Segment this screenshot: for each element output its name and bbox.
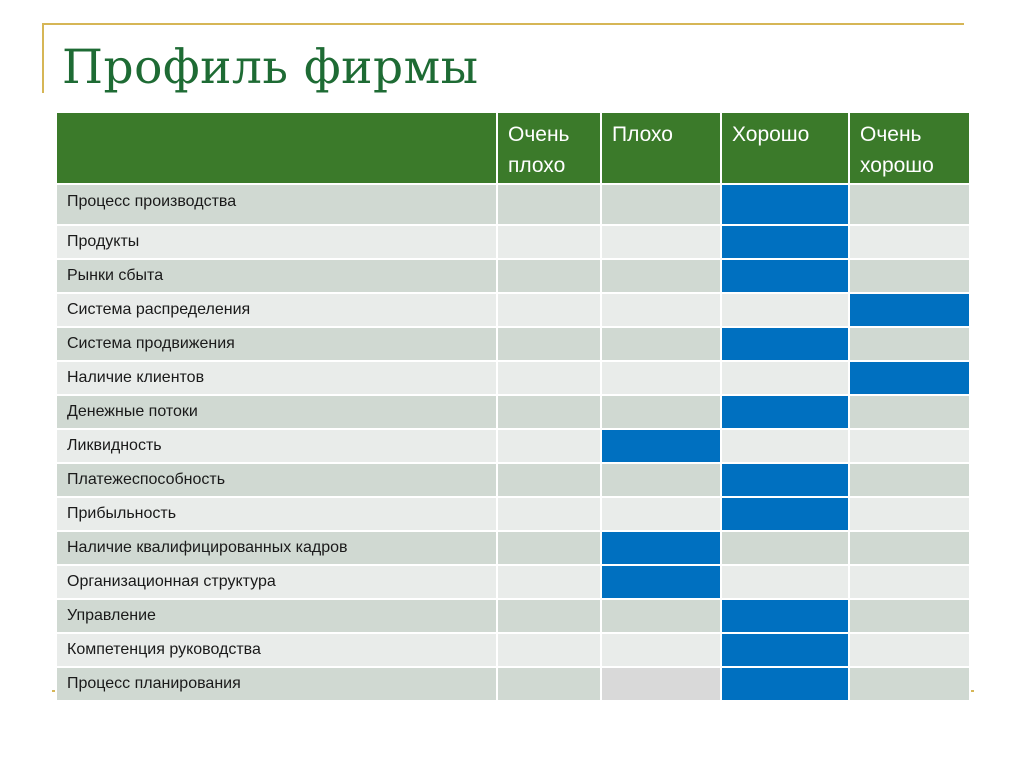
- table-row: [56, 633, 970, 667]
- rating-empty-cell: [849, 599, 970, 633]
- table-row: [56, 531, 970, 565]
- rating-empty-cell: [497, 463, 601, 497]
- slide-title: Профиль фирмы: [62, 40, 479, 95]
- rating-empty-cell: [849, 429, 970, 463]
- rating-empty-cell: [601, 599, 721, 633]
- table-row: [56, 293, 970, 327]
- row-label: Процесс планирования: [56, 667, 497, 701]
- rating-empty-cell: [601, 225, 721, 259]
- rating-empty-cell: [849, 395, 970, 429]
- rating-empty-cell: [849, 327, 970, 361]
- header-good: Хорошо: [721, 112, 849, 184]
- rating-empty-cell: [721, 429, 849, 463]
- rating-empty-cell: [497, 565, 601, 599]
- rating-empty-cell: [497, 225, 601, 259]
- rating-empty-cell: [849, 184, 970, 225]
- rating-empty-cell: [497, 667, 601, 701]
- rating-mark-cell: [601, 565, 721, 599]
- rating-empty-cell: [849, 633, 970, 667]
- table-row: [56, 599, 970, 633]
- row-label: Платежеспособность: [56, 463, 497, 497]
- rating-mark-cell: [721, 633, 849, 667]
- row-label: Наличие квалифицированных кадров: [56, 531, 497, 565]
- rating-empty-cell: [601, 184, 721, 225]
- rating-mark-cell: [721, 259, 849, 293]
- rating-empty-cell: [601, 497, 721, 531]
- frame-top-line: [42, 23, 964, 25]
- table-row: [56, 361, 970, 395]
- row-label: Прибыльность: [56, 497, 497, 531]
- row-label: Денежные потоки: [56, 395, 497, 429]
- rating-mark-cell: [849, 361, 970, 395]
- rating-mark-cell: [721, 327, 849, 361]
- rating-empty-cell: [601, 361, 721, 395]
- table-row: [56, 429, 970, 463]
- rating-empty-cell: [721, 361, 849, 395]
- rating-empty-cell: [497, 395, 601, 429]
- rating-empty-cell: [849, 463, 970, 497]
- table-row: [56, 184, 970, 225]
- rating-empty-cell: [601, 395, 721, 429]
- table-header-row: [56, 112, 970, 184]
- rating-empty-cell: [721, 531, 849, 565]
- rating-empty-cell: [849, 667, 970, 701]
- rating-mark-cell: [601, 429, 721, 463]
- table-row: [56, 565, 970, 599]
- row-label: Процесс производства: [56, 184, 497, 225]
- firm-profile-table: [55, 111, 971, 702]
- row-label: Ликвидность: [56, 429, 497, 463]
- rating-empty-cell: [497, 327, 601, 361]
- table-row: [56, 497, 970, 531]
- rating-empty-cell: [497, 599, 601, 633]
- rating-empty-cell: [497, 531, 601, 565]
- row-label: Организационная структура: [56, 565, 497, 599]
- rating-mark-cell: [721, 184, 849, 225]
- rating-empty-cell: [497, 361, 601, 395]
- rating-empty-cell: [601, 293, 721, 327]
- rating-empty-cell: [601, 327, 721, 361]
- rating-empty-cell: [849, 565, 970, 599]
- frame-left-line: [42, 23, 44, 93]
- rating-empty-cell: [849, 531, 970, 565]
- rating-mark-cell: [601, 531, 721, 565]
- row-label: Система распределения: [56, 293, 497, 327]
- rating-mark-cell: [721, 599, 849, 633]
- rating-mark-cell: [849, 293, 970, 327]
- rating-empty-cell: [721, 293, 849, 327]
- rating-empty-cell: [601, 259, 721, 293]
- rating-empty-cell: [601, 667, 721, 701]
- header-bad: Плохо: [601, 112, 721, 184]
- rating-empty-cell: [497, 184, 601, 225]
- row-label: Управление: [56, 599, 497, 633]
- rating-mark-cell: [721, 395, 849, 429]
- rating-empty-cell: [601, 633, 721, 667]
- table-row: [56, 259, 970, 293]
- rating-empty-cell: [497, 429, 601, 463]
- table-row: [56, 327, 970, 361]
- table-row: [56, 395, 970, 429]
- header-very-good: Очень хорошо: [849, 112, 970, 184]
- rating-mark-cell: [721, 463, 849, 497]
- rating-mark-cell: [721, 225, 849, 259]
- rating-empty-cell: [497, 293, 601, 327]
- rating-empty-cell: [849, 497, 970, 531]
- header-very-bad: Очень плохо: [497, 112, 601, 184]
- rating-mark-cell: [721, 497, 849, 531]
- row-label: Система продвижения: [56, 327, 497, 361]
- row-label: Продукты: [56, 225, 497, 259]
- rating-empty-cell: [497, 633, 601, 667]
- table-body: [56, 184, 970, 701]
- table-row: [56, 667, 970, 701]
- rating-empty-cell: [497, 259, 601, 293]
- rating-empty-cell: [721, 565, 849, 599]
- row-label: Наличие клиентов: [56, 361, 497, 395]
- table-row: [56, 225, 970, 259]
- table-row: [56, 463, 970, 497]
- header-empty-cell: [56, 112, 497, 184]
- row-label: Компетенция руководства: [56, 633, 497, 667]
- row-label: Рынки сбыта: [56, 259, 497, 293]
- rating-mark-cell: [721, 667, 849, 701]
- rating-empty-cell: [849, 225, 970, 259]
- rating-empty-cell: [497, 497, 601, 531]
- rating-empty-cell: [849, 259, 970, 293]
- rating-empty-cell: [601, 463, 721, 497]
